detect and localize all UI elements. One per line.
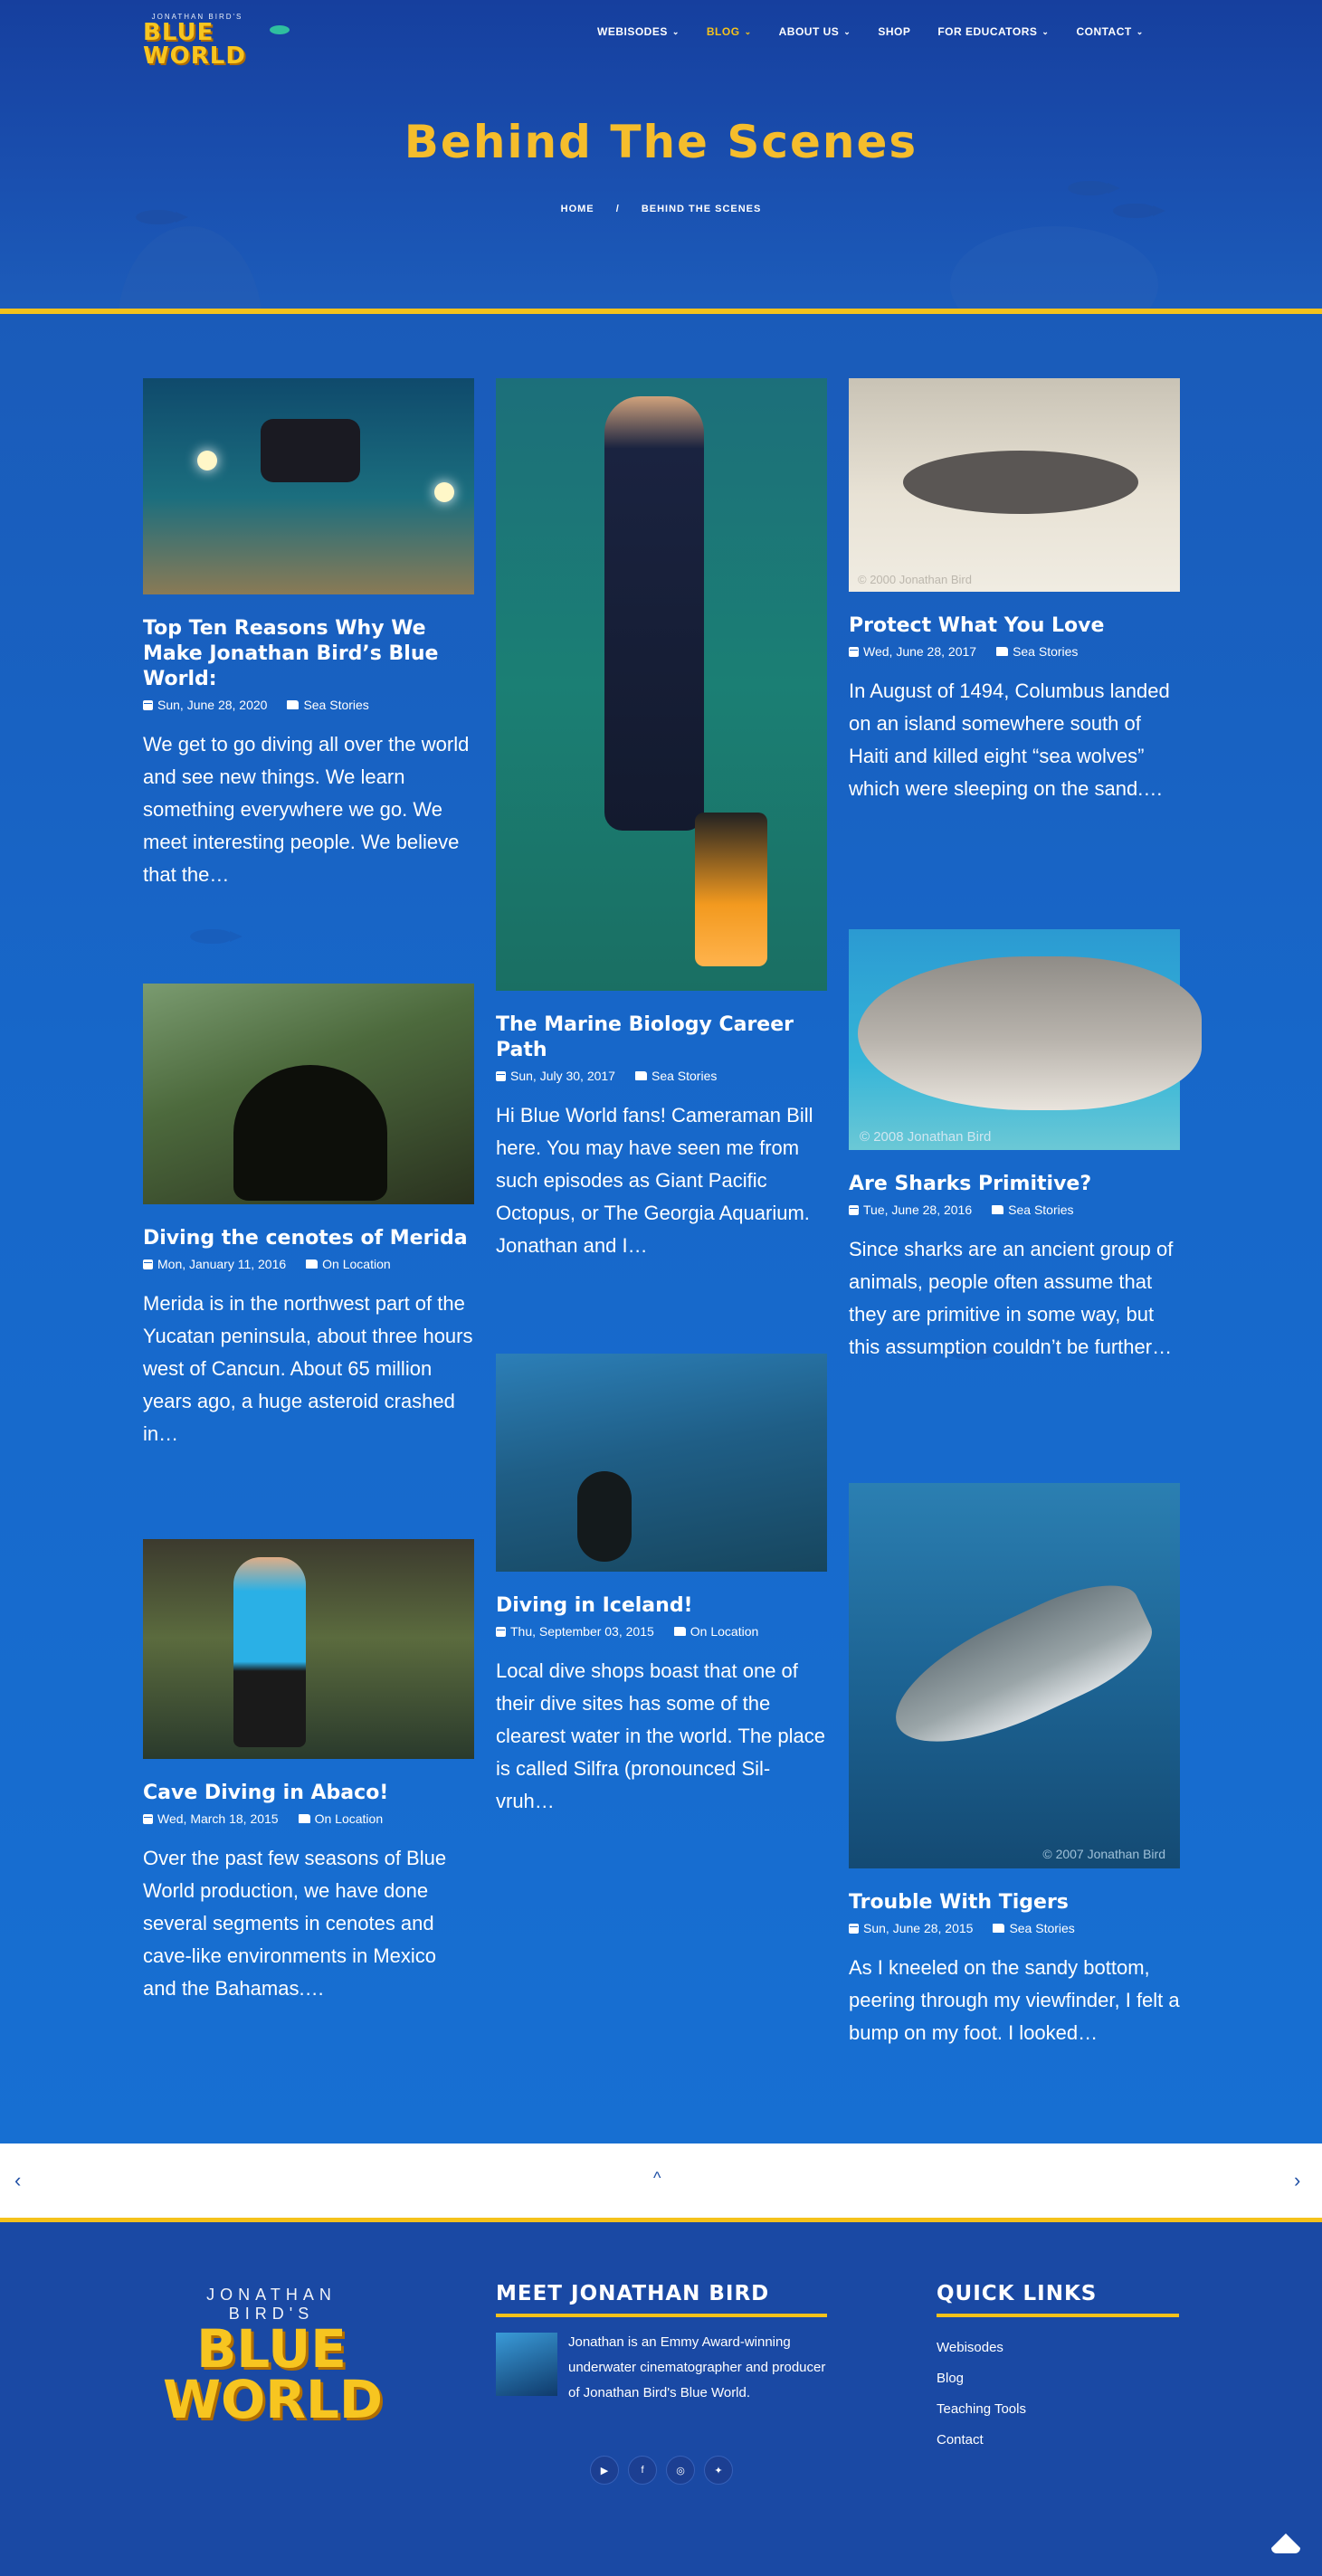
folder-icon xyxy=(299,1814,310,1823)
instagram-icon[interactable]: ◎ xyxy=(666,2456,695,2485)
pagination-bar xyxy=(0,2143,1322,2218)
post-image[interactable] xyxy=(496,378,827,991)
post-category[interactable]: Sea Stories xyxy=(1009,1921,1075,1935)
post-category[interactable]: Sea Stories xyxy=(303,698,369,712)
folder-icon xyxy=(635,1071,647,1080)
chevron-down-icon: ⌄ xyxy=(1136,26,1144,36)
light-glow xyxy=(197,451,217,471)
calendar-icon xyxy=(143,700,153,710)
post-category[interactable]: Sea Stories xyxy=(1008,1202,1074,1217)
breadcrumb xyxy=(0,204,1322,214)
post-date: Tue, June 28, 2016 xyxy=(863,1202,973,1217)
post-title[interactable]: Diving in Iceland! xyxy=(496,1594,693,1617)
logo-title-line2: WORLD xyxy=(163,2369,384,2430)
folder-icon xyxy=(306,1259,318,1269)
nav-label: SHOP xyxy=(878,25,911,38)
page-title: Behind The Scenes xyxy=(404,116,918,168)
post-category[interactable]: Sea Stories xyxy=(1013,644,1079,659)
post-meta xyxy=(143,1257,474,1271)
calendar-icon xyxy=(143,1814,153,1824)
post-date: Sun, July 30, 2017 xyxy=(510,1069,615,1083)
calendar-icon xyxy=(849,1205,859,1215)
logo-title: BLUE WORLD xyxy=(143,19,246,70)
post-card xyxy=(849,929,1180,1364)
nav-label: BLOG xyxy=(706,25,740,38)
calendar-icon xyxy=(849,647,859,657)
fish-icon xyxy=(270,25,290,34)
diver-illustration xyxy=(604,396,704,831)
logo-title-line1: BLUE xyxy=(196,2318,347,2380)
calendar-icon xyxy=(496,1627,506,1637)
chevron-down-icon: ⌄ xyxy=(671,26,680,36)
jonathan-bird-photo xyxy=(496,2333,557,2396)
post-title[interactable]: Top Ten Reasons Why We Make Jonathan Bird’s Blue World: xyxy=(143,617,439,690)
post-card xyxy=(496,1354,827,1818)
nav-label: WEBISODES xyxy=(597,25,668,38)
post-date: Mon, January 11, 2016 xyxy=(157,1257,287,1271)
nav-label: FOR EDUCATORS xyxy=(937,25,1038,38)
post-image[interactable] xyxy=(849,929,1180,1150)
post-meta xyxy=(849,1921,1180,1935)
post-excerpt: Hi Blue World fans! Cameraman Bill here. You may have seen me from such episodes as Giant Pacific Octopus, or The Georgia Aquarium. Jonathan and I… xyxy=(496,1104,813,1257)
nav-blog[interactable] xyxy=(707,25,752,38)
quick-link-blog[interactable]: Blog xyxy=(937,2371,965,2386)
fins-illustration xyxy=(695,813,767,966)
post-date: Sun, June 28, 2015 xyxy=(863,1921,974,1935)
hero-banner xyxy=(0,0,1322,309)
post-meta xyxy=(849,1202,1180,1217)
post-meta xyxy=(849,644,1180,659)
main-nav xyxy=(597,25,1144,38)
post-category[interactable]: On Location xyxy=(690,1624,759,1639)
post-image[interactable] xyxy=(849,378,1180,592)
chevron-down-icon: ⌄ xyxy=(744,26,752,36)
post-excerpt: Merida is in the northwest part of the Yucatan peninsula, about three hours west of Cancun. About 65 million years ago, a huge asteroid crashed in… xyxy=(143,1292,473,1445)
post-excerpt: As I kneeled on the sandy bottom, peering through my viewfinder, I felt a bump on my foot. I looked… xyxy=(849,1956,1180,2044)
post-excerpt: Since sharks are an ancient group of animals, people often assume that they are primitive in some way, but this assumption couldn’t be further… xyxy=(849,1238,1174,1358)
folder-icon xyxy=(993,1924,1004,1933)
post-date: Wed, March 18, 2015 xyxy=(157,1811,279,1826)
post-date: Sun, June 28, 2020 xyxy=(157,698,268,712)
post-meta xyxy=(496,1624,827,1639)
post-title[interactable]: Protect What You Love xyxy=(849,614,1105,637)
post-date: Wed, June 28, 2017 xyxy=(863,644,977,659)
facebook-icon[interactable]: f xyxy=(628,2456,657,2485)
calendar-icon xyxy=(496,1071,506,1081)
chevron-down-icon: ⌄ xyxy=(843,26,851,36)
fish-decoration xyxy=(190,929,232,944)
site-footer xyxy=(0,2222,1322,2576)
person-illustration xyxy=(233,1557,306,1747)
folder-icon xyxy=(287,700,299,709)
fish-decoration xyxy=(1068,181,1109,195)
nav-webisodes[interactable] xyxy=(597,25,680,38)
image-caption: © 2000 Jonathan Bird xyxy=(858,573,972,586)
cenote-opening-illustration xyxy=(233,1065,387,1201)
meet-text: Jonathan is an Emmy Award-winning underwater cinematographer and producer of Jonathan Bird's Blue World. xyxy=(568,2334,826,2400)
post-category[interactable]: On Location xyxy=(322,1257,391,1271)
post-card xyxy=(849,1483,1180,2044)
post-meta xyxy=(143,698,474,712)
post-title[interactable]: Cave Diving in Abaco! xyxy=(143,1782,389,1804)
quick-links-underline xyxy=(937,2314,1179,2317)
logo-subtitle: JONATHAN BIRD'S xyxy=(206,2286,337,2323)
post-image[interactable] xyxy=(143,1539,474,1759)
nav-shop[interactable] xyxy=(878,25,910,38)
quick-link-contact[interactable]: Contact xyxy=(937,2432,984,2448)
post-title[interactable]: Trouble With Tigers xyxy=(849,1891,1069,1914)
post-excerpt: In August of 1494, Columbus landed on an island somewhere south of Haiti and killed eight “sea wolves” which were sleeping on the sand.… xyxy=(849,680,1170,800)
breadcrumb-current: BEHIND THE SCENES xyxy=(641,204,762,214)
site-logo[interactable] xyxy=(143,13,288,70)
post-card xyxy=(143,378,474,891)
nav-about-us[interactable] xyxy=(779,25,851,38)
post-excerpt: We get to go diving all over the world and see new things. We learn something everywhere we go. We meet interesting people. We believe that the… xyxy=(143,733,470,886)
quick-link-webisodes[interactable]: Webisodes xyxy=(937,2340,1003,2355)
shark-head-illustration xyxy=(858,956,1202,1110)
post-image[interactable] xyxy=(143,984,474,1204)
post-card xyxy=(143,984,474,1450)
post-image[interactable] xyxy=(849,1483,1180,1868)
post-card xyxy=(143,1539,474,2005)
folder-icon xyxy=(674,1627,686,1636)
breadcrumb-home[interactable]: HOME xyxy=(560,204,594,214)
light-glow xyxy=(434,482,454,502)
nav-label: CONTACT xyxy=(1076,25,1132,38)
breadcrumb-separator: / xyxy=(615,204,620,214)
chevron-down-icon: ⌄ xyxy=(1041,26,1050,36)
post-category[interactable]: On Location xyxy=(314,1811,384,1826)
post-image[interactable] xyxy=(143,378,474,594)
post-title[interactable]: Are Sharks Primitive? xyxy=(849,1173,1092,1195)
post-category[interactable]: Sea Stories xyxy=(651,1069,718,1083)
post-card xyxy=(849,378,1180,805)
diver-illustration xyxy=(577,1471,632,1562)
quick-link-teaching-tools[interactable]: Teaching Tools xyxy=(937,2401,1026,2417)
post-meta xyxy=(496,1069,827,1083)
youtube-icon[interactable]: ▶ xyxy=(590,2456,619,2485)
folder-icon xyxy=(992,1205,1003,1214)
monk-seal-illustration xyxy=(903,451,1138,514)
post-card xyxy=(496,378,827,1262)
camera-rig-illustration xyxy=(261,419,360,482)
footer-logo[interactable] xyxy=(163,2286,384,2430)
post-meta xyxy=(143,1811,474,1826)
image-caption: © 2008 Jonathan Bird xyxy=(860,1129,992,1145)
nav-label: ABOUT US xyxy=(778,25,840,38)
post-excerpt-clip xyxy=(849,1952,1180,2044)
quick-links-heading: QUICK LINKS xyxy=(937,2282,1098,2305)
logo-subtitle: JONATHAN BIRD'S xyxy=(151,13,243,21)
post-date: Thu, September 03, 2015 xyxy=(510,1624,654,1639)
nav-contact[interactable] xyxy=(1076,25,1143,38)
nav-for-educators[interactable] xyxy=(937,25,1049,38)
tiger-shark-illustration xyxy=(877,1566,1165,1771)
post-excerpt: Over the past few seasons of Blue World production, we have done several segments in cenotes and cave-like environments in Mexico and the Bahamas.… xyxy=(143,1847,447,2000)
image-caption: © 2007 Jonathan Bird xyxy=(1042,1847,1165,1861)
scroll-to-top-icon[interactable] xyxy=(1271,2533,1300,2548)
post-excerpt: Local dive shops boast that one of their dive sites has some of the clearest water in the world. The place is called Silfra (pronounced Sil-vruh… xyxy=(496,1659,825,1812)
folder-icon xyxy=(996,647,1008,656)
meet-heading: MEET JONATHAN BIRD xyxy=(496,2282,770,2305)
meet-heading-underline xyxy=(496,2314,827,2317)
calendar-icon xyxy=(849,1924,859,1934)
post-title[interactable]: Diving the cenotes of Merida xyxy=(143,1227,468,1250)
post-image[interactable] xyxy=(496,1354,827,1572)
chevron-up-icon[interactable]: ^ xyxy=(653,2169,661,2187)
post-title[interactable]: The Marine Biology Career Path xyxy=(496,1013,794,1061)
twitter-icon[interactable]: ✦ xyxy=(704,2456,733,2485)
calendar-icon xyxy=(143,1259,153,1269)
next-page-icon[interactable]: › xyxy=(1294,2169,1301,2191)
prev-page-icon[interactable]: ‹ xyxy=(14,2169,22,2191)
